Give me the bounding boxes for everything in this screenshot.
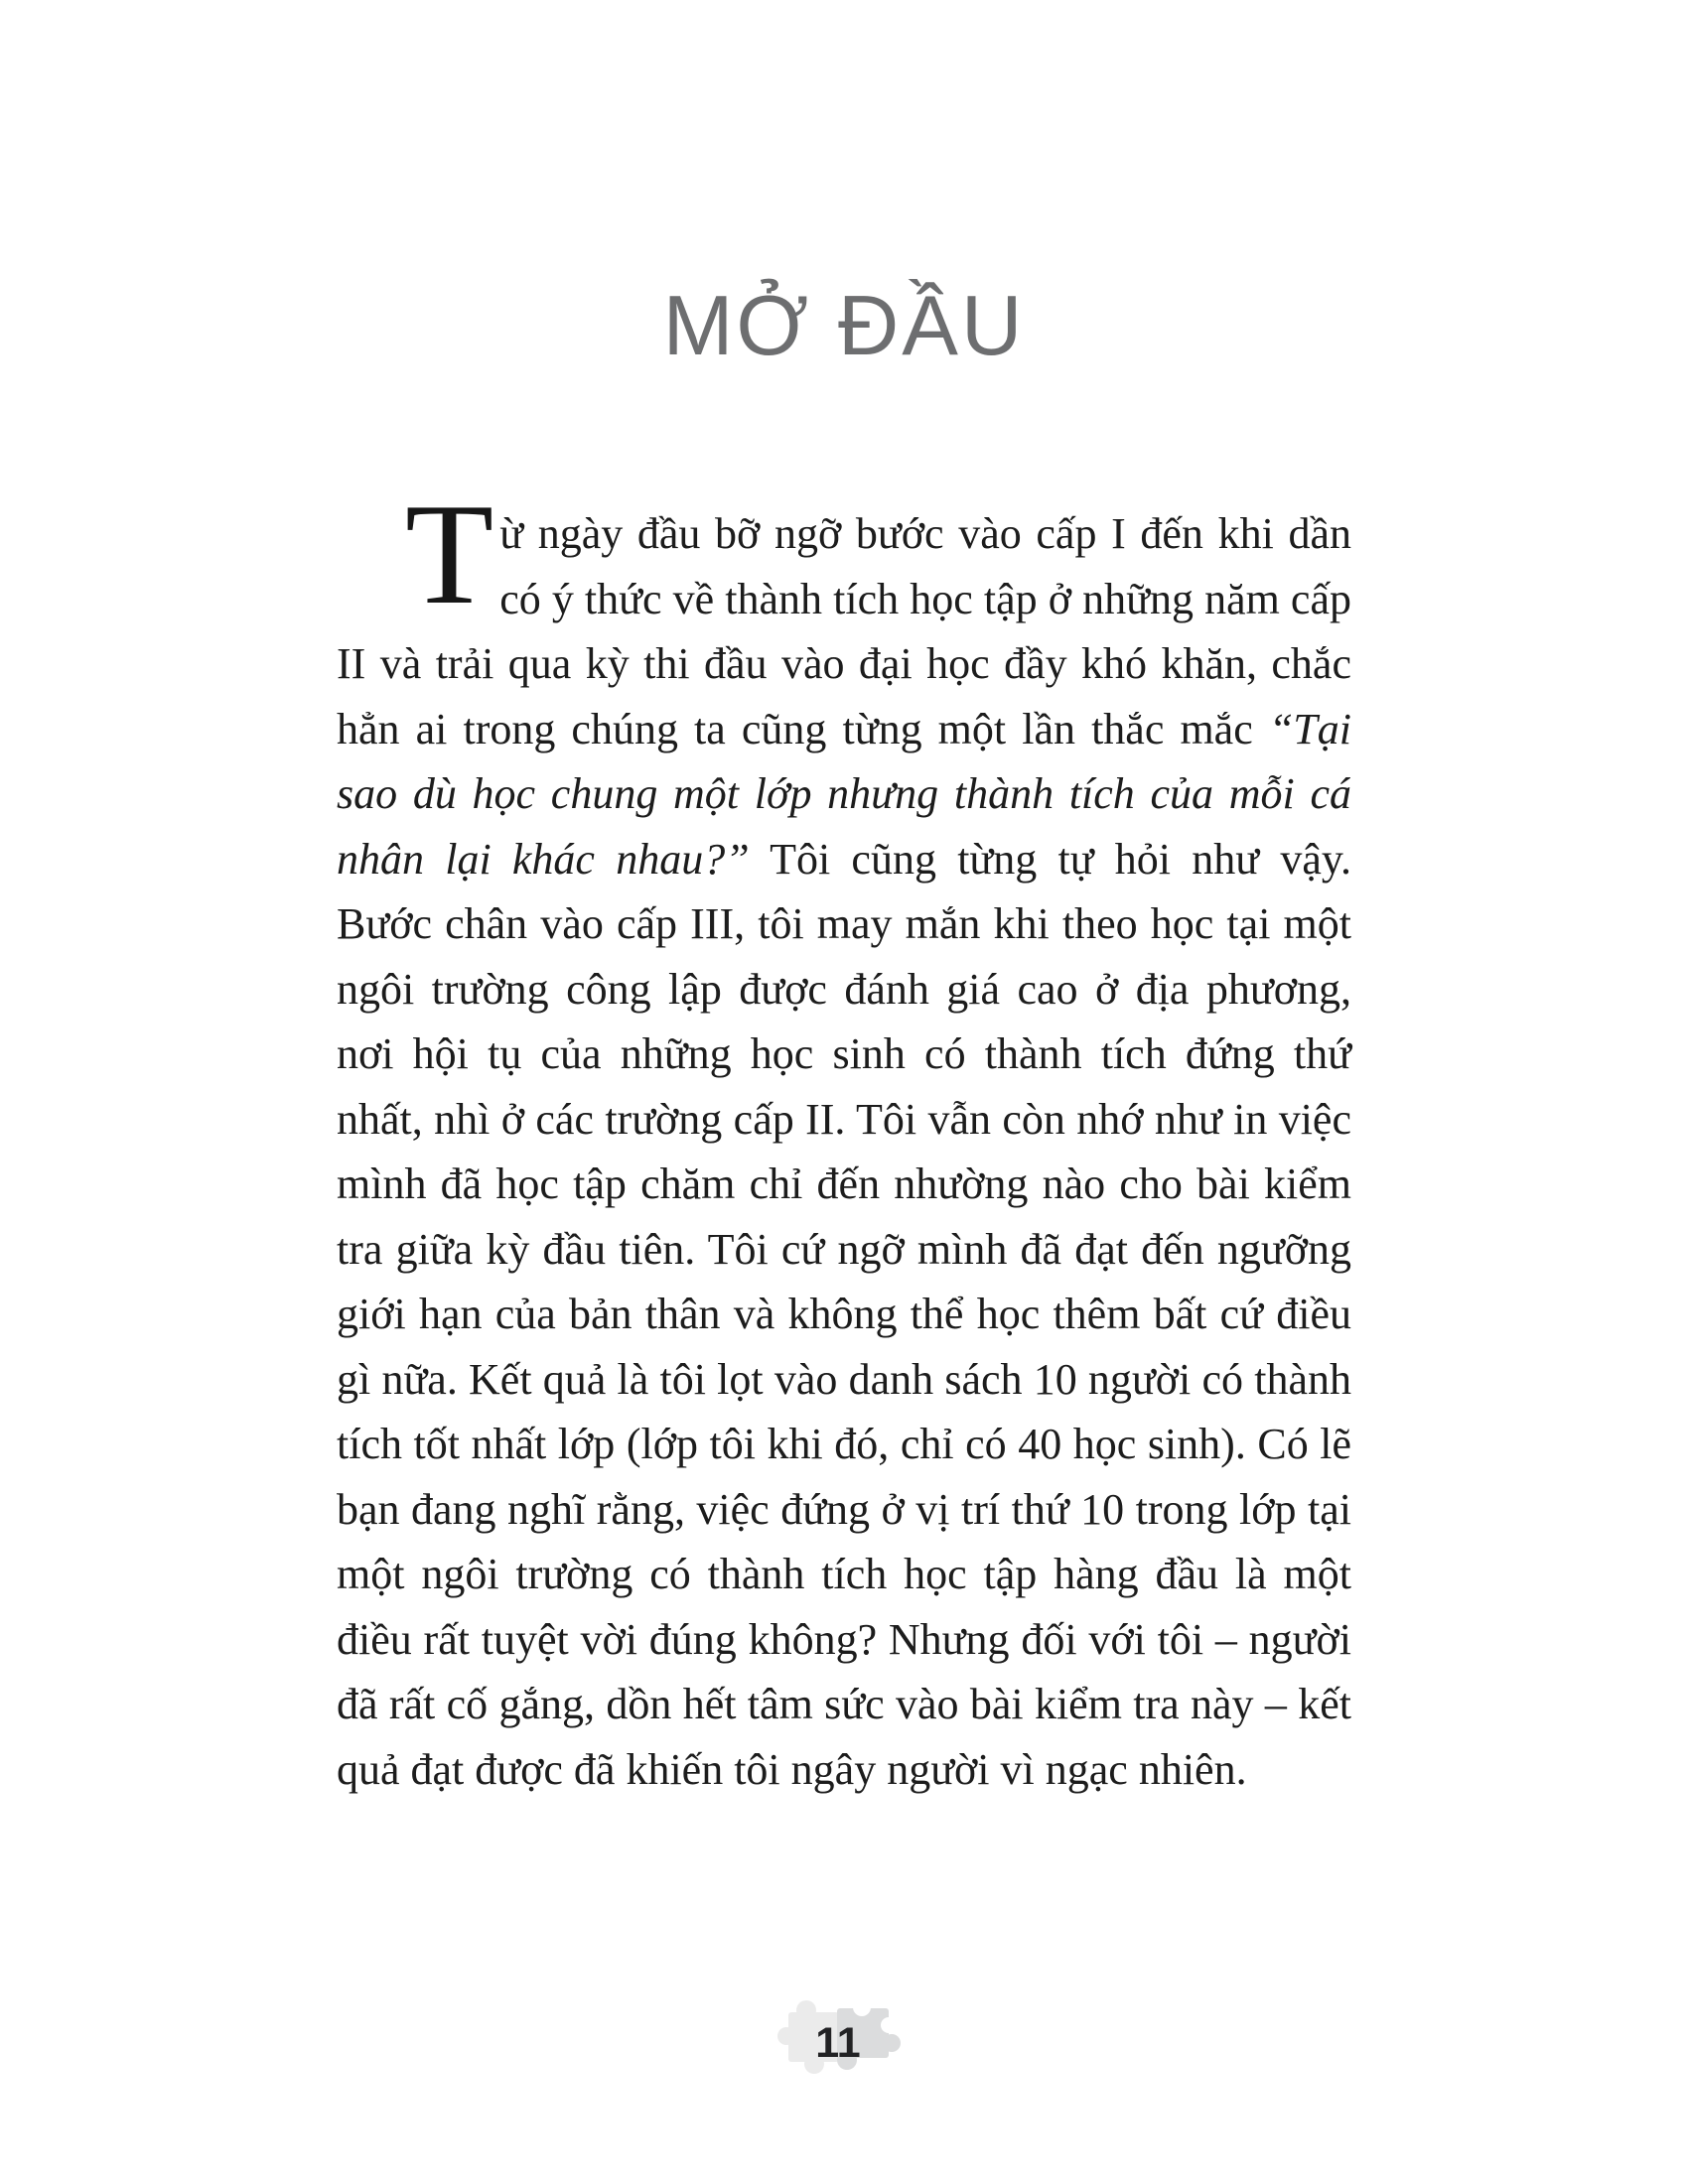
chapter-title: MỞ ĐẦU — [662, 279, 1026, 373]
page-number-ornament — [774, 1985, 903, 2085]
drop-cap-letter: T — [405, 474, 494, 634]
page-number: 11 — [815, 2019, 861, 2067]
paragraph — [337, 474, 1351, 1802]
body-quote-italic: “Tại sao dù học chung một lớp nhưng thành tích của mỗi cá nhân lại khác nhau?” — [337, 704, 1351, 884]
body-segment-1: ừ ngày đầu bỡ ngỡ bước vào cấp I đến khi dần có ý thức về thành tích học tập ở những năm cấp II và trải qua kỳ thi đầu vào đại học đầy khó khăn, chắc hẳn ai trong chúng ta cũng từng một lần thắc mắc — [337, 509, 1351, 753]
body-text-block — [337, 474, 1351, 1802]
body-segment-2: Tôi cũng từng tự hỏi như vậy. Bước chân vào cấp III, tôi may mắn khi theo học tại một ngôi trường công lập được đánh giá cao ở địa phương, nơi hội tụ của những học sinh có thành tích đứng thứ nhất, nhì ở các trường cấp II. Tôi vẫn còn nhớ như in việc mình đã học tập chăm chỉ đến nhường nào cho bài kiểm tra giữa kỳ đầu tiên. Tôi cứ ngỡ mình đã đạt đến ngưỡng giới hạn của bản thân và không thể học thêm bất cứ điều gì nữa. Kết quả là tôi lọt vào danh sách 10 người có thành tích tốt nhất lớp (lớp tôi khi đó, chỉ có 40 học sinh). Có lẽ bạn đang nghĩ rằng, việc đứng ở vị trí thứ 10 trong lớp tại một ngôi trường có thành tích học tập hàng đầu là một điều rất tuyệt vời đúng không? Nhưng đối với tôi – người đã rất cố gắng, dồn hết tâm sức vào bài kiểm tra này – kết quả đạt được đã khiến tôi ngây người vì ngạc nhiên. — [337, 834, 1351, 1794]
page-footer — [337, 1985, 1351, 2085]
